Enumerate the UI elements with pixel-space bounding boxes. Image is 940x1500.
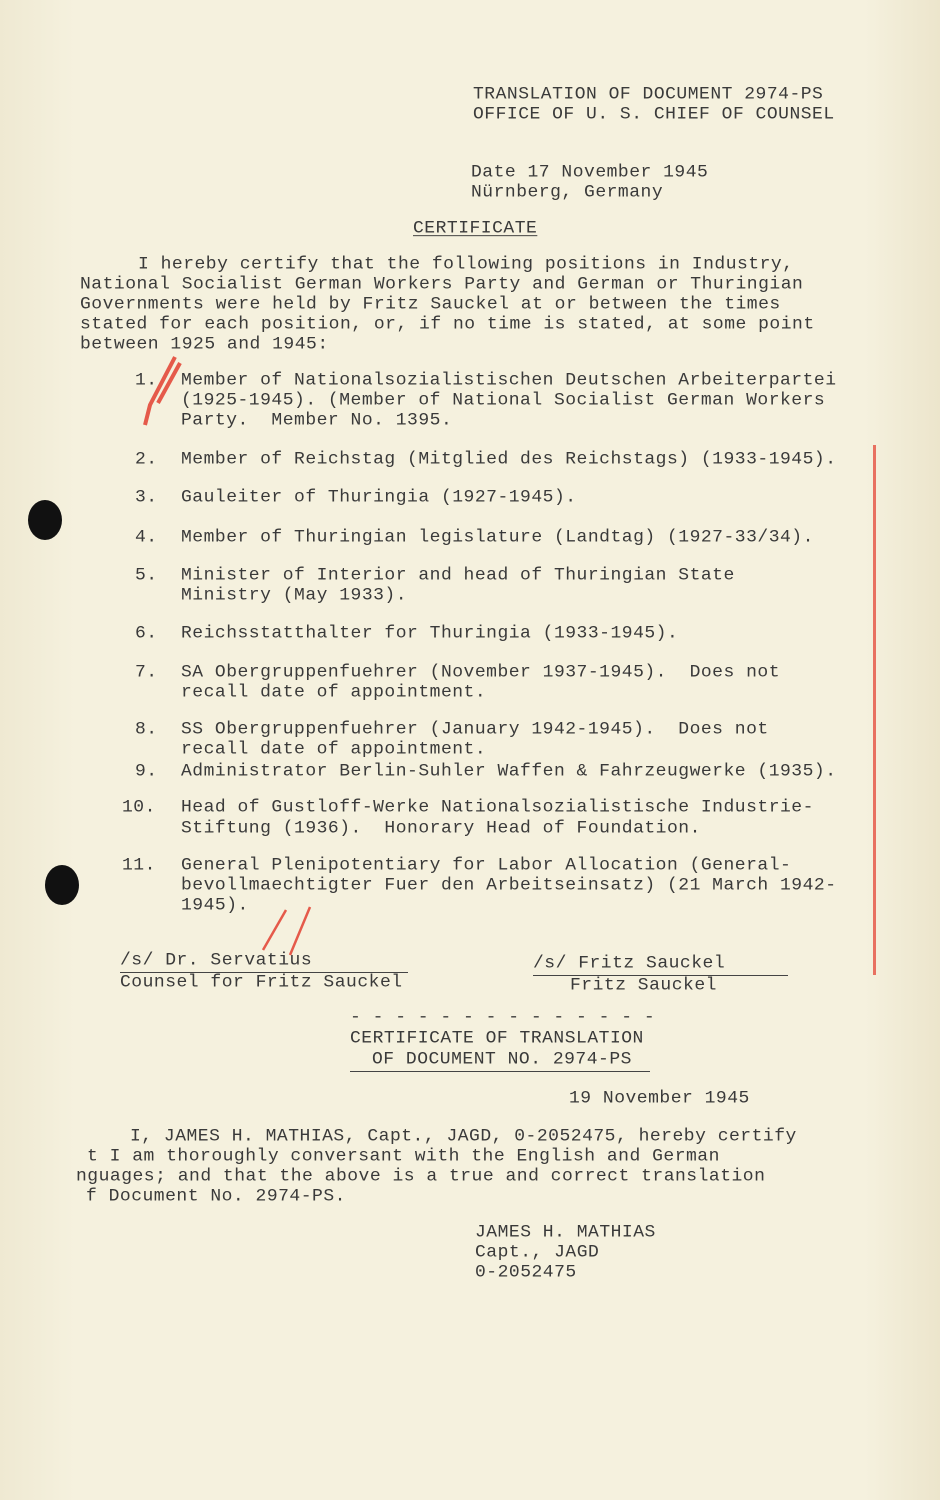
item-text-line: recall date of appointment. xyxy=(181,683,487,703)
item-text-line: Administrator Berlin-Suhler Waffen & Fahrzeugwerke (1935). xyxy=(181,762,837,782)
item-text-line: Member of Reichstag (Mitglied des Reichstags) (1933-1945). xyxy=(181,450,837,470)
translation-title: CERTIFICATE OF TRANSLATION xyxy=(350,1029,644,1049)
translation-body-line: nguages; and that the above is a true and correct translation xyxy=(76,1167,766,1187)
translation-date: 19 November 1945 xyxy=(569,1089,750,1109)
header-line: OFFICE OF U. S. CHIEF OF COUNSEL xyxy=(473,105,835,125)
translation-body-line: f Document No. 2974-PS. xyxy=(86,1187,346,1207)
counsel-signature: /s/ Dr. Servatius xyxy=(120,951,313,971)
item-text-line: Head of Gustloff-Werke Nationalsozialistische Industrie- xyxy=(181,798,814,818)
item-number: 9. xyxy=(135,762,158,782)
translation-body-line: t I am thoroughly conversant with the English and German xyxy=(87,1147,720,1167)
red-check-mark xyxy=(258,905,318,965)
item-text-line: Party. Member No. 1395. xyxy=(181,411,453,431)
counsel-title: Counsel for Fritz Sauckel xyxy=(120,973,403,993)
item-text-line: Minister of Interior and head of Thuringian State xyxy=(181,566,735,586)
intro-line: National Socialist German Workers Party and German or Thuringian xyxy=(80,275,804,295)
item-text-line: Member of Thuringian legislature (Landtag) (1927-33/34). xyxy=(181,528,814,548)
item-text-line: Gauleiter of Thuringia (1927-1945). xyxy=(181,488,577,508)
document-place: Nürnberg, Germany xyxy=(471,183,664,203)
item-text-line: Stiftung (1936). Honorary Head of Foundation. xyxy=(181,819,701,839)
item-text-line: General Plenipotentiary for Labor Allocation (General- xyxy=(181,856,792,876)
red-check-mark xyxy=(140,355,185,430)
item-text-line: Reichsstatthalter for Thuringia (1933-1945). xyxy=(181,624,679,644)
item-text-line: SA Obergruppenfuehrer (November 1937-1945). Does not xyxy=(181,663,780,683)
header-line: TRANSLATION OF DOCUMENT 2974-PS xyxy=(473,85,824,105)
item-number: 8. xyxy=(135,720,158,740)
item-number: 1. xyxy=(135,371,158,391)
intro-line: stated for each position, or, if no time is stated, at some point xyxy=(80,315,815,335)
punch-hole xyxy=(45,865,79,905)
document-date: Date 17 November 1945 xyxy=(471,163,709,183)
defendant-title: Fritz Sauckel xyxy=(570,976,717,996)
red-pencil-margin-line xyxy=(873,445,876,975)
translator-serial: 0-2052475 xyxy=(475,1263,577,1283)
translator-name: JAMES H. MATHIAS xyxy=(475,1223,656,1243)
defendant-signature: /s/ Fritz Sauckel xyxy=(533,954,726,974)
item-number: 7. xyxy=(135,663,158,683)
item-text-line: bevollmaechtigter Fuer den Arbeitseinsatz) (21 March 1942- xyxy=(181,876,837,896)
item-number: 6. xyxy=(135,624,158,644)
intro-line: Governments were held by Fritz Sauckel at or between the times xyxy=(80,295,781,315)
translation-doc-number: OF DOCUMENT NO. 2974-PS xyxy=(372,1050,632,1070)
punch-hole xyxy=(28,500,62,540)
separator-dashes: - - - - - - - - - - - - - - xyxy=(350,1008,656,1028)
item-number: 10. xyxy=(122,798,156,818)
item-number: 5. xyxy=(135,566,158,586)
translation-body-line: I, JAMES H. MATHIAS, Capt., JAGD, 0-2052475, hereby certify xyxy=(130,1127,797,1147)
certificate-title: CERTIFICATE xyxy=(413,219,538,239)
item-text-line: recall date of appointment. xyxy=(181,740,487,760)
item-text-line: SS Obergruppenfuehrer (January 1942-1945). Does not xyxy=(181,720,769,740)
item-text-line: Member of Nationalsozialistischen Deutschen Arbeiterpartei xyxy=(181,371,837,391)
item-text-line: Ministry (May 1933). xyxy=(181,586,408,606)
item-text-line: 1945). xyxy=(181,896,249,916)
item-text-line: (1925-1945). (Member of National Socialist German Workers xyxy=(181,391,826,411)
title-underline xyxy=(350,1071,650,1072)
item-number: 11. xyxy=(122,856,156,876)
item-number: 3. xyxy=(135,488,158,508)
intro-line: I hereby certify that the following positions in Industry, xyxy=(138,255,794,275)
item-number: 2. xyxy=(135,450,158,470)
item-number: 4. xyxy=(135,528,158,548)
translator-rank: Capt., JAGD xyxy=(475,1243,600,1263)
intro-line: between 1925 and 1945: xyxy=(80,335,329,355)
